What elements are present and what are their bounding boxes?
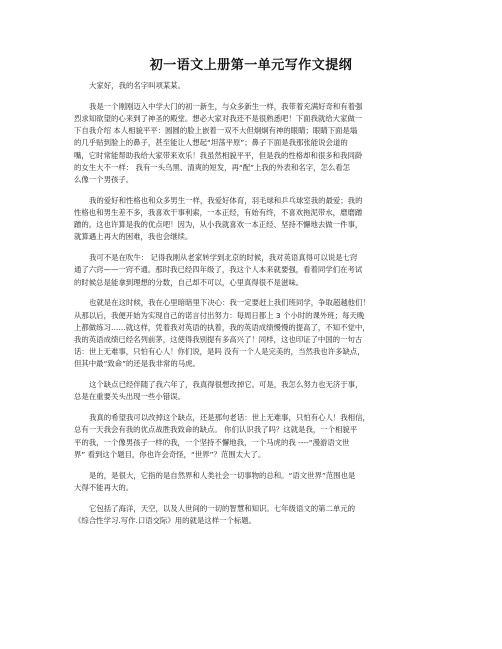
document-title: 初一语文上册第一单元写作文提纲 [149,58,353,73]
text-line: 嘴，它时常能帮助我给大家带来欢乐！我虽然相貌平平，但是我的性格却和很多和我同龄 [74,150,363,160]
text-line: 性格也和男生差不多，我喜欢干事利索，一本正经，有始有终，不喜欢拖泥带水，磨磨蹭 [74,208,363,218]
paragraph-determination [74,297,434,370]
text-line: 平的我，一个像男孩子一样的我，一个坚持不懈地我，一个马虎的我 ----“漫游语文世 [74,437,350,447]
text-line: 就算遇上再大的困难，我也会继续。 [74,232,193,242]
paragraph-world-scope [74,470,434,494]
text-line: 从那以后，我便开始为实现自己的诺言付出努力：每周日都上 3 个小时的课外班；每天晚 [74,310,365,320]
paragraph-greeting [74,80,434,92]
paragraph-hope [74,412,434,461]
text-line: 总是在重要关头出现一些小错误。 [74,392,185,402]
paragraph-english-story [74,252,434,289]
text-line: 《综合性学习.写作.口语交际》用的就是这样一个标题。 [74,515,257,525]
paragraph-shortcoming [74,379,434,403]
paragraph-conclusion [74,503,434,527]
document-body [74,80,434,536]
text-line: 的时候总是能拿到理想的分数，自己却不可以，心里真得很不是滋味。 [74,277,304,287]
text-line: 下自我介绍 本人相貌平平：圆圆的脸上嵌着一双不大但炯炯有神的眼睛；眼睛下面是塌 [74,126,358,136]
text-line: 的几乎贴到脸上的鼻子，甚至能让人想起“坦荡平原”；鼻子下面是我那张能说会道的 [74,138,348,148]
text-line: 但其中最“致命”的还是我非常的马虎。 [74,359,200,369]
text-line: 我是一个刚刚迈入中学大门的初一新生，与众多新生一样，我带着充满好奇和有着强 [89,101,363,111]
text-line: 大家好，我的名字叫项某某。 [89,81,186,90]
text-line: 是的，是很大，它指的是自然界和人类社会一切事物的总和。“语文世界”范围也是 [89,470,356,480]
text-line: 我的爱好和性格也和众多男生一样，我爱好体育，羽毛球和乒乓球室我的最爱；我的 [89,195,363,205]
text-line: 我的英语成绩已经名列前茅，这使得我别提有多高兴了！同样，这也印证了中国的一句古 [74,335,363,345]
text-line: 的女生大不一样： 我有一头乌黑、清爽的短发，再“配”上我的外表和名字，怎么看怎 [74,162,351,172]
text-line: 烈求知欲望的心来到了神圣的殿堂。想必大家对我还不是很熟悉吧！下面我就给大家做一 [74,114,363,123]
text-line: 界” 看到这个题目，你也许会奇怪，“世界”？范围太大了。 [74,449,266,459]
text-line: 这个缺点已经伴随了我六年了，我真得很想改掉它。可是，我怎么努力也无济于事， [89,380,363,390]
text-line: 它包括了海洋，天空，以及人世间的一切的智慧和知识。七年级语文的第二单元的 [89,503,356,513]
paragraph-hobbies [74,195,434,244]
text-line: 蹭的。这也许算是我的优点吧！因为，从小我就喜欢一本正经、坚持不懈地去做一件事， [74,220,363,230]
text-line: 总有一天我会有我的优点战胜我致命的缺点。 你们认识我了吗？这就是我，一个相貌平 [74,425,358,435]
text-line: 大得不能再大的。 [74,482,134,492]
text-line: 上都做练习……就这样，凭着我对英语的执着，我的英语成绩慢慢的提高了，不知不觉中， [74,322,370,332]
text-line: 话：世上无难事，只怕有心人！你们说，是吗 没有一个人是完美的，当然我也许多缺点， [74,347,365,357]
text-line: 么像一个男孩子。 [74,175,134,185]
paragraph-self-introduction [74,101,434,186]
text-line: 也就是在这时候，我在心里暗暗里下决心：我一定要赶上我们班同学，争取超越他们！ [89,298,370,308]
text-line: 通了六窍——一窍不通。那时我已经四年级了，我这个人本来就要强，看着同学们在考试 [74,265,363,275]
text-line: 我可不是在吹牛： 记得我刚从老家转学到北京的时候，我对英语真得可以说是七窍 [89,253,358,263]
text-line: 我真的希望我可以改掉这个缺点，还是那句老话：世上无难事，只怕有心人！我相信， [89,413,370,423]
